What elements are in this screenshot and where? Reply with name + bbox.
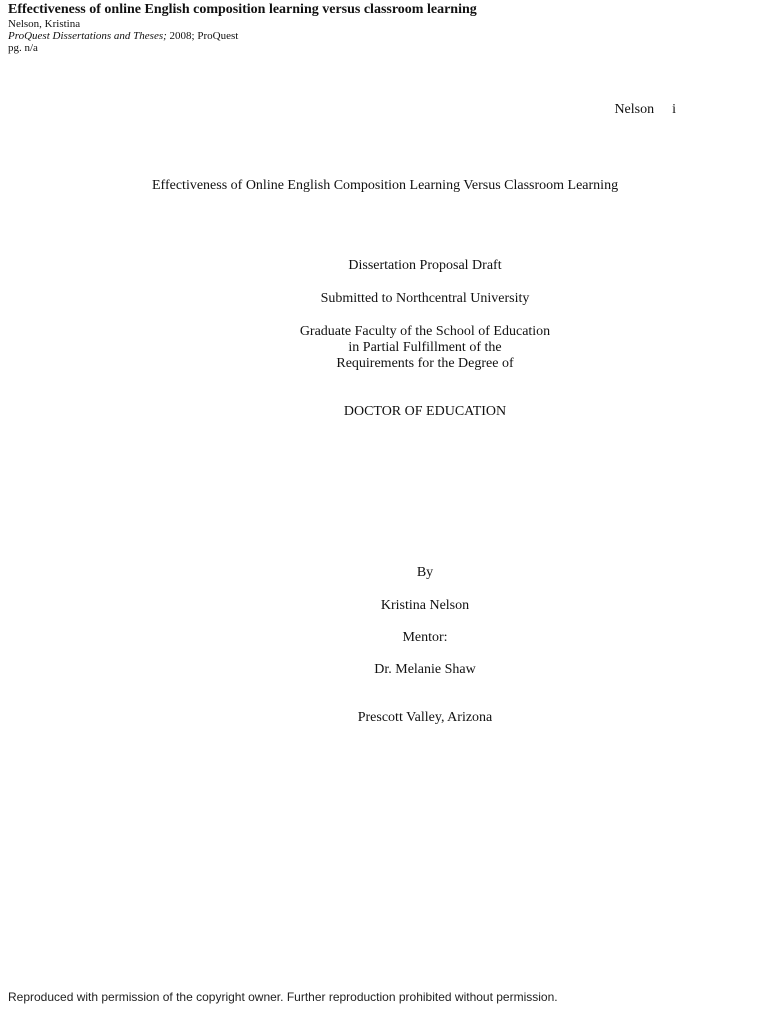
by-label: By (416, 565, 434, 580)
citation-title: Effectiveness of online English composition learning versus classroom learning (8, 2, 477, 17)
proposal-label: Dissertation Proposal Draft (348, 258, 502, 273)
page-number: i (672, 102, 676, 117)
dissertation-title: Effectiveness of Online English Composition Learning Versus Classroom Learning (152, 178, 619, 193)
citation-header (8, 2, 477, 54)
mentor-name: Dr. Melanie Shaw (374, 662, 476, 677)
running-header-name: Nelson (614, 102, 655, 117)
citation-source (8, 30, 477, 42)
citation-author: Nelson, Kristina (8, 18, 81, 30)
degree-name: DOCTOR OF EDUCATION (343, 404, 507, 419)
location: Prescott Valley, Arizona (357, 710, 493, 725)
citation-pages: pg. n/a (8, 42, 38, 54)
mentor-label: Mentor: (402, 630, 448, 645)
author-name: Kristina Nelson (380, 598, 470, 613)
submitted-line: Submitted to Northcentral University (320, 291, 530, 306)
copyright-notice: Reproduced with permission of the copyright owner. Further reproduction prohibited without permission. (8, 990, 558, 1004)
faculty-line-3: Requirements for the Degree of (336, 356, 514, 371)
citation-source-name: ProQuest Dissertations and Theses; (8, 30, 167, 42)
running-header (614, 102, 676, 118)
faculty-line-2: in Partial Fulfillment of the (348, 340, 502, 355)
faculty-line-1: Graduate Faculty of the School of Education (299, 324, 551, 339)
citation-source-details: 2008; ProQuest (166, 30, 239, 42)
